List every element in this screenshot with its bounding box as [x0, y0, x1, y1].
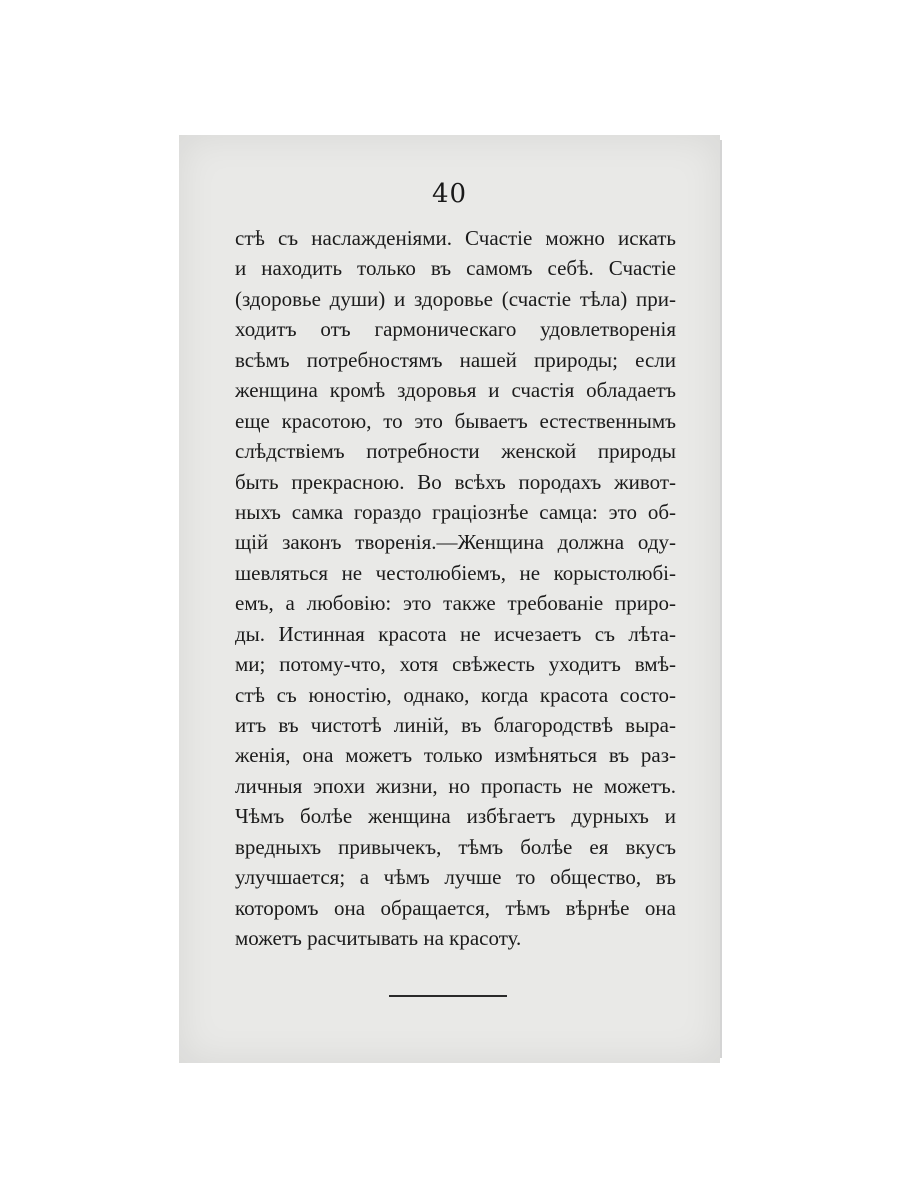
- text-line: и находить только въ самомъ себѣ. Счастіе: [235, 256, 676, 281]
- text-line: женія, она можетъ только измѣняться въ раз-: [235, 743, 676, 768]
- text-line: ныхъ самка гораздо граціознѣе самца: это об-: [235, 499, 676, 524]
- text-line: стѣ съ наслажденіями. Счастіе можно искать: [235, 226, 676, 250]
- text-line: ды. Истинная красота не исчезаетъ съ лѣта-: [235, 621, 676, 646]
- page-number: 40: [431, 179, 468, 209]
- text-line: еще красотою, то это бываетъ естественнымъ: [235, 408, 676, 433]
- text-line: женщина кромѣ здоровья и счастія обладаетъ: [235, 378, 676, 403]
- text-line: стѣ съ юностію, однако, когда красота состо-: [235, 682, 676, 707]
- text-line: ходитъ отъ гармоническаго удовлетворенія: [235, 317, 676, 342]
- text-line: личныя эпохи жизни, но пропасть не можетъ.: [235, 773, 676, 798]
- text-line: щій законъ творенія.—Женщина должна оду-: [235, 530, 676, 555]
- text-line: вредныхъ привычекъ, тѣмъ болѣе ея вкусъ: [235, 834, 676, 859]
- section-end-rule: [389, 995, 507, 997]
- text-line: всѣмъ потребностямъ нашей природы; если: [235, 347, 676, 372]
- text-line: (здоровье души) и здоровье (счастіе тѣла) при-: [235, 286, 676, 311]
- text-line-last: можетъ расчитывать на красоту.: [235, 926, 522, 951]
- page-edge: [720, 140, 722, 1058]
- text-line: итъ въ чистотѣ линій, въ благородствѣ выра-: [235, 713, 676, 737]
- text-line: улучшается; а чѣмъ лучше то общество, въ: [235, 865, 676, 890]
- body-text: [235, 223, 676, 954]
- text-line: Чѣмъ болѣе женщина избѣгаетъ дурныхъ и: [235, 804, 676, 829]
- text-line: шевляться не честолюбіемъ, не корыстолюбі-: [235, 560, 676, 585]
- text-line: быть прекрасною. Во всѣхъ породахъ живот-: [235, 469, 676, 494]
- text-line: ми; потому-что, хотя свѣжесть уходитъ вмѣ-: [235, 652, 676, 677]
- scanned-page: [179, 135, 720, 1063]
- text-line: слѣдствіемъ потребности женской природы: [235, 439, 676, 464]
- text-line: которомъ она обращается, тѣмъ вѣрнѣе она: [235, 895, 676, 920]
- text-line: емъ, а любовію: это также требованіе приро-: [235, 591, 676, 616]
